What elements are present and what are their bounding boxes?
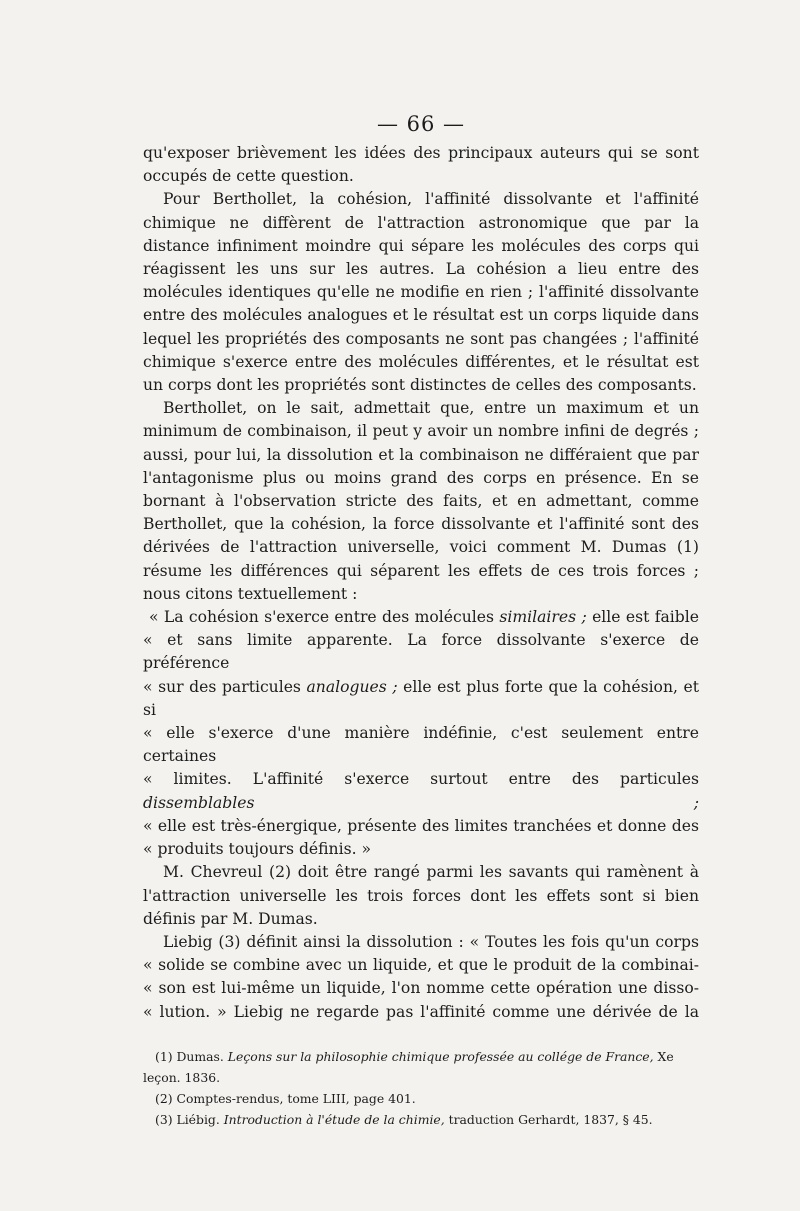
liebig-line: « lution. » Liebig ne regarde pas l'affinité comme une dérivée de la (143, 1002, 699, 1021)
footnote-1-continuation: leçon. 1836. (143, 1069, 221, 1085)
paragraph-continuation: qu'exposer brièvement les idées des principaux auteurs qui se sont occupés de cette question. (143, 144, 699, 186)
quote-line: « produits toujours définis. » (143, 840, 372, 859)
quote-line: « elle s'exerce d'une manière indéfinie, c'est seulement entre certaines (143, 724, 699, 766)
quote-line: « elle est très-énergique, présente des limites tranchées et donne des (143, 816, 699, 835)
liebig-line: Liebig (3) définit ainsi la dissolution : « Toutes les fois qu'un corps (163, 932, 699, 951)
book-page (143, 112, 699, 1130)
quote-line: « et sans limite apparente. La force dissolvante s'exerce de préférence (143, 631, 699, 673)
footnote-3: (3) Liébig. Introduction à l'étude de la chimie, traduction Gerhardt, 1837, § 45. (155, 1111, 653, 1127)
main-text (143, 142, 699, 1024)
footnote-2: (2) Comptes-rendus, tome LIII, page 401. (155, 1090, 416, 1106)
quote-line: « La cohésion s'exerce entre des molécules similaires ; elle est faible (149, 608, 699, 627)
liebig-line: « son est lui-même un liquide, l'on nomme cette opération une disso- (143, 979, 699, 998)
liebig-line: « solide se combine avec un liquide, et que le produit de la combinai- (143, 956, 699, 975)
dumas-quote (143, 606, 699, 861)
paragraph-berthollet-forces: Pour Berthollet, la cohésion, l'affinité dissolvante et l'affinité chimique ne diffèrent de l'attraction astronomique que par la distance infiniment moindre qui sépare les molécules des corps qui réagissent les uns sur les autres. La cohésion a lieu entre des molécules identiques qu'elle ne modifie en rien ; l'affinité dissolvante entre des molécules analogues et le résultat est un corps liquide dans lequel les propriétés des composants ne sont pas changées ; l'affinité chimique s'exerce entre des molécules différentes, et le résultat est un corps dont les propriétés sont distinctes de celles des composants. (143, 190, 699, 395)
paragraph-chevreul: M. Chevreul (2) doit être rangé parmi les savants qui ramènent à l'attraction universelle les trois forces dont les effets sont si bien définis par M. Dumas. (143, 863, 699, 928)
quote-line: « sur des particules analogues ; elle est plus forte que la cohésion, et si (143, 677, 700, 719)
footnote-1: (1) Dumas. Leçons sur la philosophie chimique professée au collége de France, Xe (155, 1048, 674, 1064)
liebig-paragraph (143, 931, 699, 1024)
quote-line: « limites. L'affinité s'exerce surtout entre des particules dissemblables ; (143, 770, 699, 812)
page-number: — 66 — (376, 112, 466, 136)
footnotes (143, 1046, 699, 1130)
paragraph-berthollet-combination: Berthollet, on le sait, admettait que, entre un maximum et un minimum de combinaison, il peut y avoir un nombre infini de degrés ; aussi, pour lui, la dissolution et la combinaison ne différaient que par l'antagonisme plus ou moins grand des corps en présence. En se bornant à l'observation stricte des faits, et en admettant, comme Berthollet, que la cohésion, la force dissolvante et l'affinité sont des dérivées de l'attraction universelle, voici comment M. Dumas (1) résume les différences qui séparent les effets de ces trois forces ; nous citons textuellement : (143, 399, 699, 603)
